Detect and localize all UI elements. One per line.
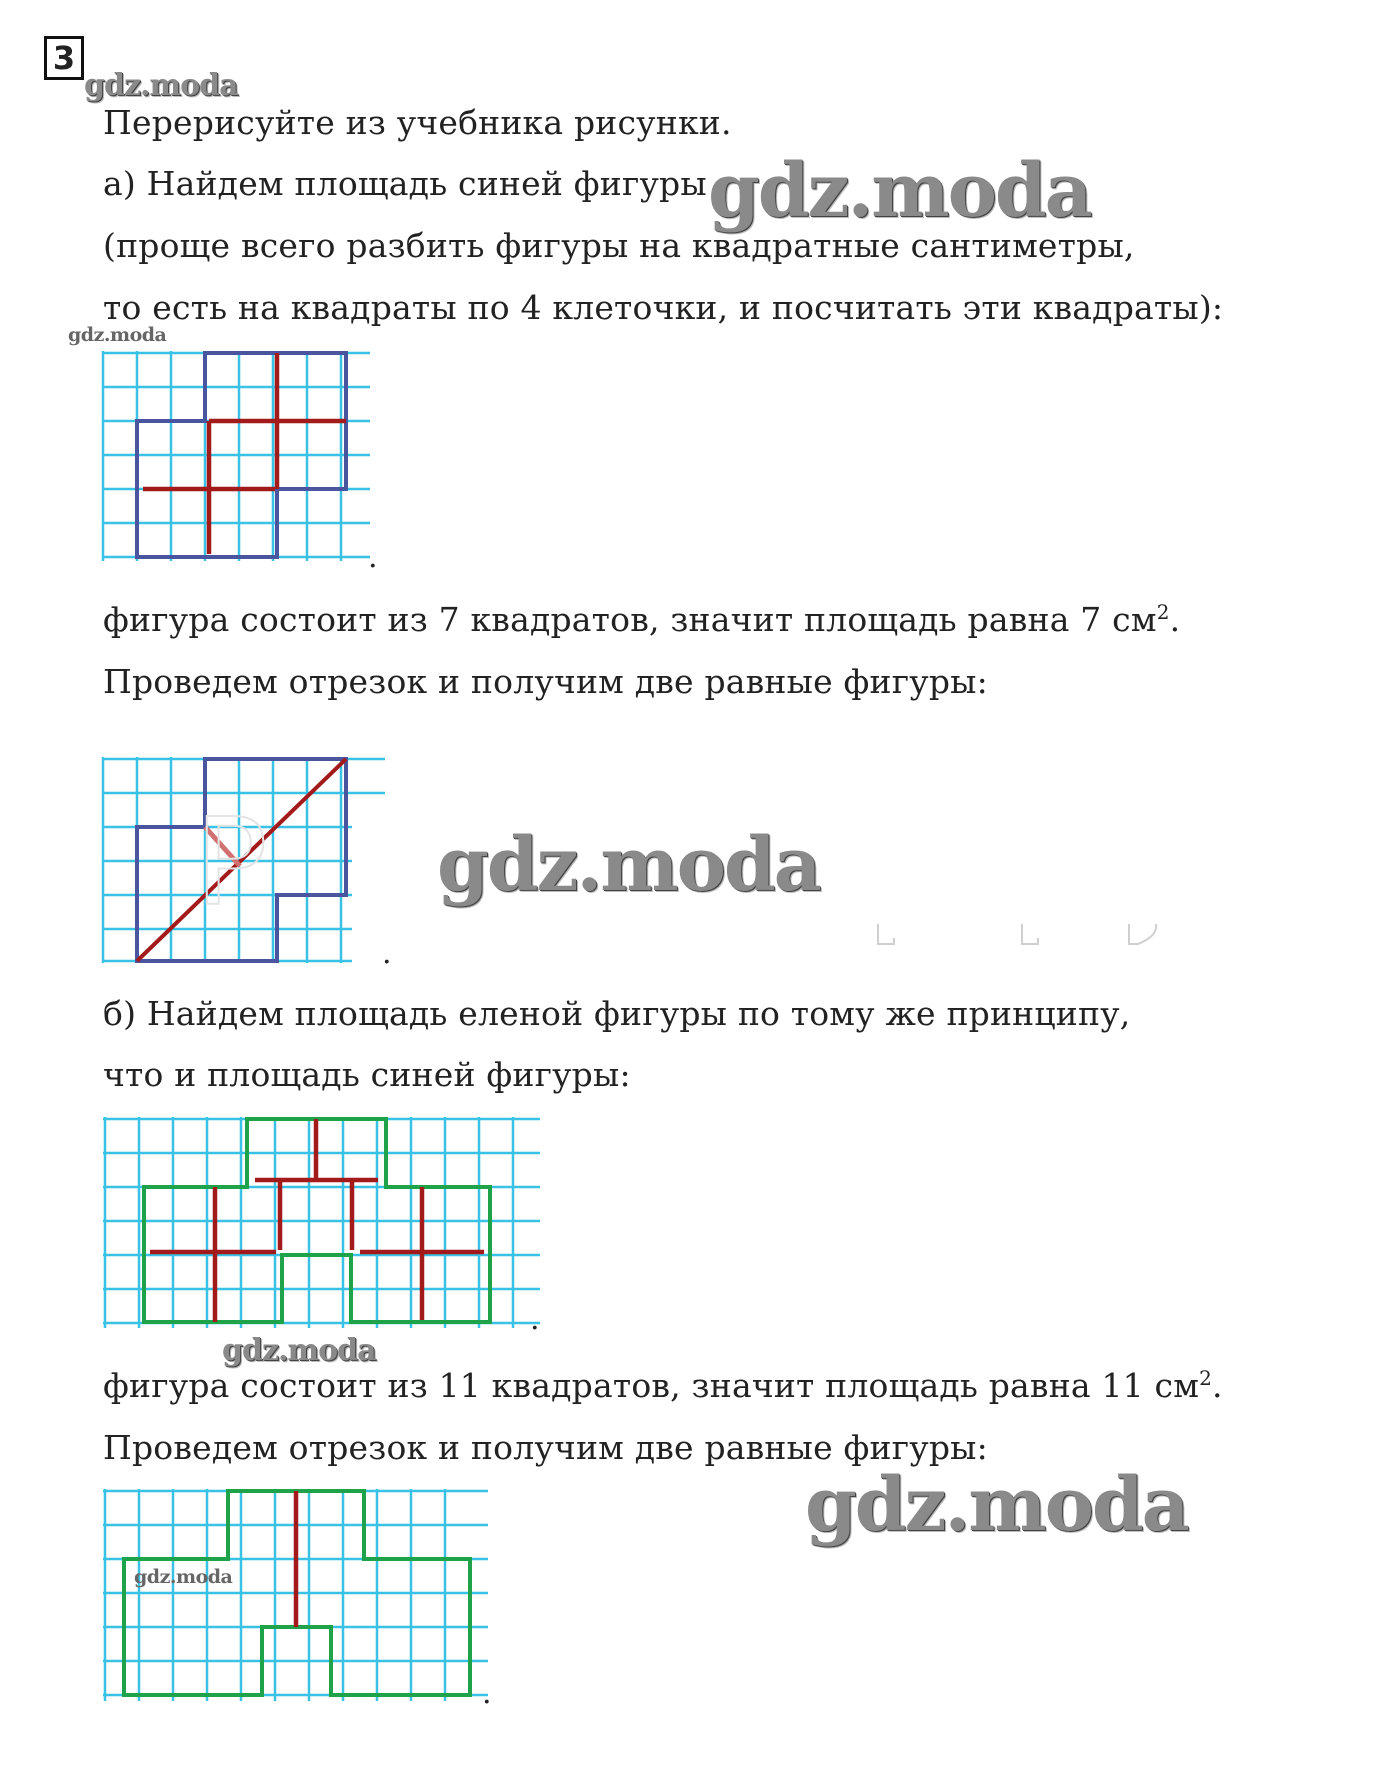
grid-lines	[103, 351, 370, 561]
grid-lines	[103, 1117, 540, 1328]
watermark: gdz.moda	[708, 148, 1091, 234]
text-line: б) Найдем площадь еленой фигуры по тому же принципу,	[103, 994, 1131, 1033]
watermark: gdz.moda	[84, 68, 238, 103]
superscript: 2	[1199, 1366, 1213, 1390]
text-segment: .	[1212, 1366, 1223, 1405]
text-line: Проведем отрезок и получим две равные фигуры:	[103, 1428, 988, 1467]
text-segment: фигура состоит из 11 квадратов, значит площадь равна 11 см	[103, 1366, 1200, 1405]
text-segment: .	[1169, 600, 1181, 639]
green-figure-split-grid	[100, 1486, 495, 1706]
watermark: gdz.moda	[134, 1566, 233, 1588]
text-line: Перерисуйте из учебника рисунки.	[103, 103, 732, 142]
text-segment: фигура состоит из 7 квадратов, значит площадь равна 7 см	[103, 600, 1157, 639]
period: .	[368, 540, 378, 575]
green-figure-grid	[100, 1114, 545, 1332]
task-number: 3	[44, 36, 84, 80]
watermark: gdz.moda	[437, 822, 820, 908]
faint-artifacts	[876, 922, 1176, 952]
period: .	[530, 1302, 540, 1337]
superscript: 2	[1156, 600, 1170, 624]
period: .	[482, 1676, 492, 1711]
blue-figure-grid	[100, 348, 380, 563]
text-line	[103, 1366, 1223, 1405]
text-line: а) Найдем площадь синей фигуры	[103, 164, 707, 203]
text-line: (проще всего разбить фигуры на квадратные сантиметры,	[103, 226, 1135, 265]
period: .	[382, 936, 392, 971]
text-line	[103, 600, 1180, 639]
text-line: Проведем отрезок и получим две равные фигуры:	[103, 662, 988, 701]
text-line: что и площадь синей фигуры:	[103, 1055, 631, 1094]
text-line: то есть на квадраты по 4 клеточки, и посчитать эти квадраты):	[103, 288, 1224, 327]
watermark: gdz.moda	[222, 1333, 376, 1368]
blue-figure-split-grid	[100, 754, 395, 966]
faint-letter: P	[195, 794, 268, 933]
watermark: gdz.moda	[805, 1462, 1188, 1548]
watermark: gdz.moda	[68, 324, 167, 346]
